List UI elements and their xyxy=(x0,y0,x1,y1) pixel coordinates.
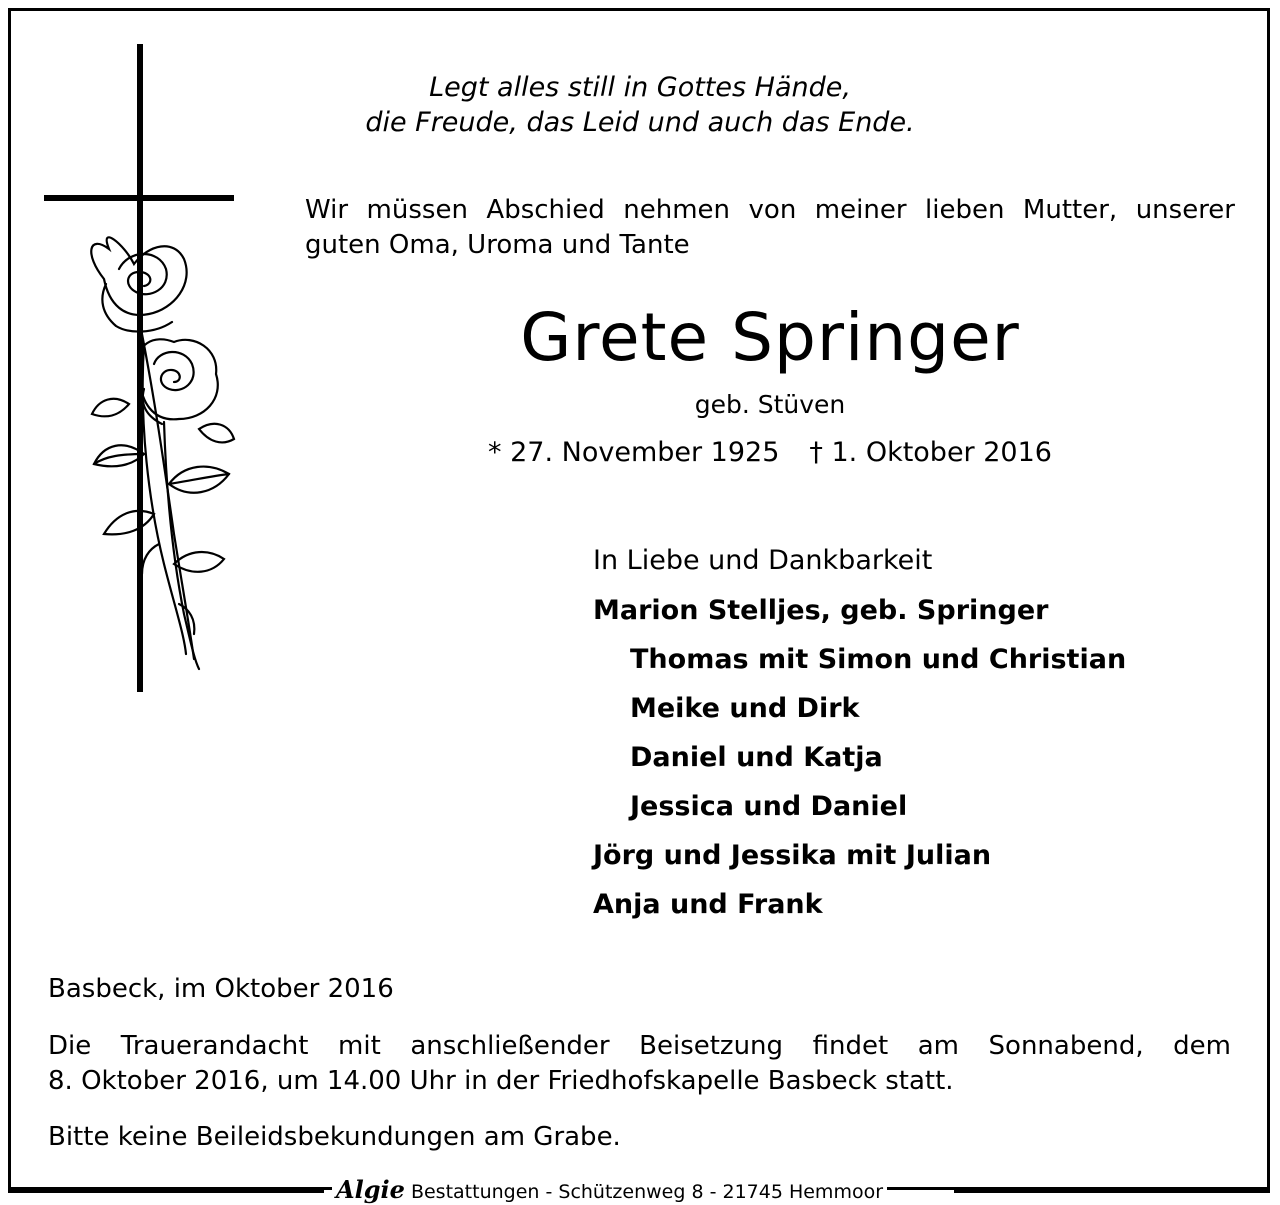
birth-date: * 27. November 1925 xyxy=(488,437,780,468)
cross-with-roses-icon xyxy=(44,44,239,694)
funeral-home-logo: Algie xyxy=(336,1175,405,1204)
funeral-home-imprint xyxy=(332,1177,887,1205)
footer-rule-left xyxy=(8,1190,324,1193)
family-member: Anja und Frank xyxy=(593,889,823,920)
birth-name: geb. Stüven xyxy=(694,390,846,419)
family-member: Daniel und Katja xyxy=(630,742,883,773)
condolence-request: Bitte keine Beileidsbekundungen am Grabe. xyxy=(48,1122,621,1152)
life-dates xyxy=(305,435,1235,471)
footer xyxy=(8,1175,1270,1204)
intro-line-1: Wir müssen Abschied nehmen von meiner lieben Mutter, unserer xyxy=(305,195,1235,225)
family-member: Thomas mit Simon und Christian xyxy=(630,644,1127,675)
footer-rule-right xyxy=(954,1190,1270,1193)
family-member: Meike und Dirk xyxy=(630,693,860,724)
service-line-1: Die Trauerandacht mit anschließender Beisetzung findet am Sonnabend, dem xyxy=(48,1031,1231,1061)
verse-line-2: die Freude, das Leid und auch das Ende. xyxy=(365,107,915,138)
verse-line-1: Legt alles still in Gottes Hände, xyxy=(429,72,851,103)
deceased-name: Grete Springer xyxy=(520,299,1020,376)
family-heading: In Liebe und Dankbarkeit xyxy=(593,545,933,576)
family-member: Jörg und Jessika mit Julian xyxy=(593,840,992,871)
place-date: Basbeck, im Oktober 2016 xyxy=(48,974,394,1004)
intro-line-2: guten Oma, Uroma und Tante xyxy=(305,230,690,260)
death-date: † 1. Oktober 2016 xyxy=(809,437,1052,468)
family-member: Marion Stelljes, geb. Springer xyxy=(593,595,1049,626)
family-member: Jessica und Daniel xyxy=(630,791,908,822)
funeral-home-address: Bestattungen - Schützenweg 8 - 21745 Hemmoor xyxy=(410,1181,884,1203)
service-line-2: 8. Oktober 2016, um 14.00 Uhr in der Friedhofskapelle Basbeck statt. xyxy=(48,1066,954,1096)
